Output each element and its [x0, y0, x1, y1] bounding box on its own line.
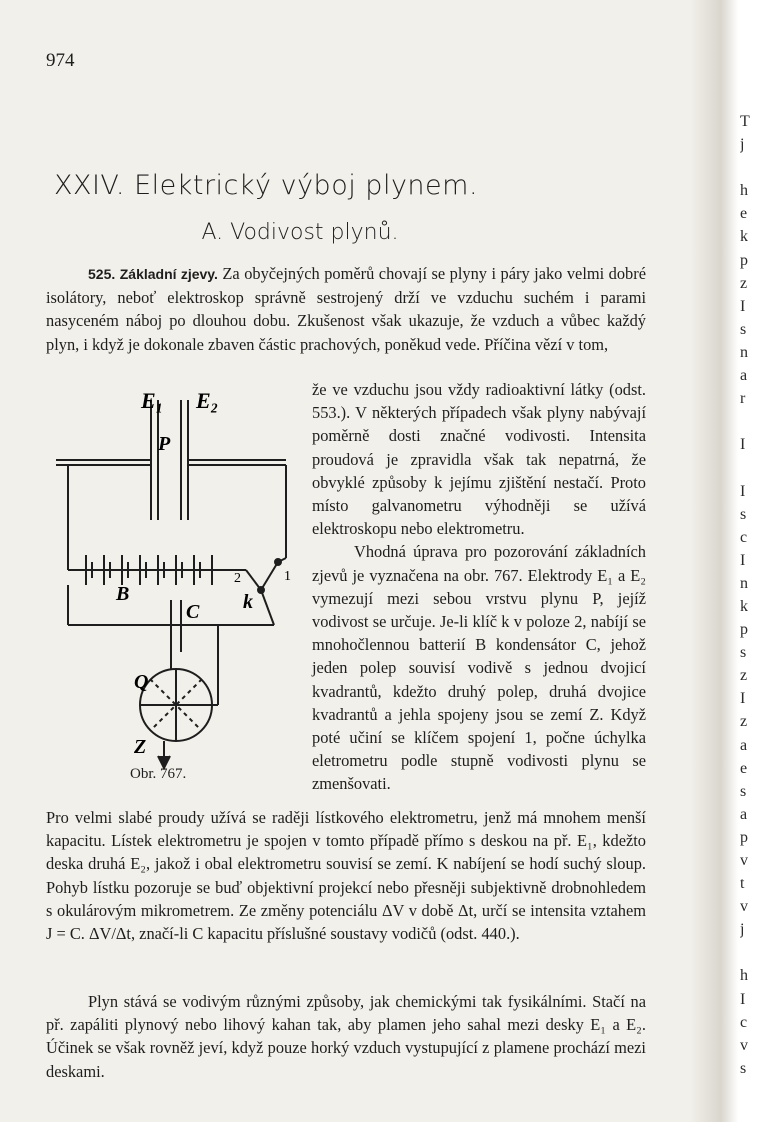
label-pos2: 2 — [234, 571, 241, 586]
label-q: Q — [134, 671, 149, 693]
battery-b — [86, 555, 212, 585]
label-pos1: 1 — [284, 569, 291, 584]
circuit-diagram — [46, 390, 298, 810]
edge-letter: k — [740, 228, 748, 246]
figure-767 — [46, 390, 298, 810]
edge-letter — [740, 456, 759, 479]
edge-letter: r — [740, 390, 746, 408]
article-heading: Základní zjevy. — [119, 266, 218, 282]
edge-letter: j — [740, 921, 745, 939]
edge-letter: n — [740, 343, 748, 361]
edge-letter: I — [740, 436, 746, 454]
edge-letter: T — [740, 113, 750, 130]
section-title: A. Vodivost plynů. — [201, 220, 399, 245]
edge-letter: c — [740, 1013, 748, 1031]
edge-letter: z — [740, 274, 748, 292]
wrap-paragraph-2: Vhodná úprava pro pozorování základních zjevů je vyznačena na obr. 767. Elektrody E₁ a E₂ vymezují mezi sebou vrstvu plynu P, jejíž vodivost se určuje. Je-li klíč k v poloze 2, nabíjí se mnohočlennou batterií B kondensátor C, jehož jeden polep souvisí vodivě s jednou dvojicí kvadrantů, kdežto druhý polep, druhá dvojice kvadrantů a jehla spojeny jsou se zemí Z. Když poté učiní se klíčem spojení 1, počne úchylka eletrometru podle stupně vodivosti plynu se zmenšovati. — [312, 542, 646, 794]
edge-letter: c — [740, 528, 748, 546]
edge-letter: I — [740, 690, 746, 708]
label-c: C — [186, 601, 200, 623]
edge-letter: I — [740, 297, 746, 315]
edge-letter: p — [740, 828, 748, 846]
edge-letter: I — [740, 990, 746, 1008]
edge-letter: t — [740, 875, 745, 893]
label-e2: E₂ — [196, 390, 219, 413]
label-b: B — [116, 583, 130, 605]
edge-letter: I — [740, 551, 746, 569]
label-k: k — [243, 591, 253, 613]
article-number: 525. — [88, 266, 116, 282]
edge-letter: v — [740, 898, 748, 916]
page-number: 974 — [46, 50, 75, 71]
label-e1: E₁ — [141, 390, 164, 413]
edge-letter: s — [740, 505, 747, 523]
edge-letter: e — [740, 205, 748, 223]
edge-letter: s — [740, 782, 747, 800]
edge-letter: j — [740, 136, 745, 154]
edge-letter: a — [740, 736, 748, 754]
edge-letter: s — [740, 644, 747, 662]
edge-letter: k — [740, 597, 748, 615]
switch-k — [246, 559, 281, 593]
edge-letter: h — [740, 967, 748, 985]
edge-letter: I — [740, 482, 746, 500]
edge-letter: p — [740, 621, 748, 639]
edge-letter: s — [740, 1059, 747, 1077]
facing-page-edge — [740, 110, 759, 1080]
edge-letter: h — [740, 182, 748, 200]
paragraph-after-figure: Pro velmi slabé proudy užívá se raději lístkového elektrometru, jenž má mnohem menší kapacitu. Lístek elektrometru je spojen v tomto případě přímo s deskou na př. E₁, kdežto deska druhá E₂, jakož i obal elektrometru souvisí se zemí. K nabíjení se hodí suchý sloup. Pohyb lístku pozoruje se buď objektivní projekcí nebo přesněji subjektivně drobnohledem s okulárovým mikrometrem. Ze změny potenciálu ΔV v době Δt, určí se intensita vztahem J = C. ΔV/Δt, značí-li C kapacitu příslušné soustavy vodičů (odst. 440.). — [46, 808, 646, 944]
edge-letter: z — [740, 667, 748, 685]
figure-wrap-text — [312, 378, 646, 796]
edge-letter: v — [740, 852, 748, 869]
edge-letter: v — [740, 1036, 748, 1054]
paragraph-last: Plyn stává se vodivým různými způsoby, jak chemickými tak fysikálními. Stačí na př. zapáliti plynový nebo lihový kahan tak, aby plamen jeho sahal mezi desky E₁ a E₂. Účinek se však rovněž jeví, když pouze horký vzduch vystupující z plamene prochází mezi deskami. — [46, 992, 646, 1081]
edge-letter: s — [740, 320, 747, 338]
chapter-title: XXIV. Elektrický výboj plynem. — [53, 170, 479, 201]
edge-letter: e — [740, 759, 748, 777]
label-p: P — [158, 433, 171, 455]
edge-letter: n — [740, 574, 748, 592]
article-intro — [46, 262, 646, 356]
edge-letter: a — [740, 367, 748, 385]
edge-letter — [740, 941, 759, 964]
article-intro-text: Za obyčejných poměrů chovají se plyny i páry jako velmi dobré isolátory, neboť elektroskop správně sestrojený drží ve vzduchu suchém i parami nasyceném náboj po dlouhou dobu. Zkušenost však ukazuje, že vzduch a vůbec každý plyn, i když je dokonale zbaven částic prachových, poněkud vede. Příčina vězí v tom, — [46, 264, 646, 354]
electrometer-q — [140, 669, 212, 741]
edge-letter: p — [740, 251, 748, 269]
wrap-paragraph-1: že ve vzduchu jsou vždy radioaktivní látky (odst. 553.). V některých případech však plyny nabývají poměrně dosti značné vodivosti. Intensita proudová je zpravidla však tak nepatrná, že obvyklé způsoby k jejímu zjištění nestačí. Proto místo galvanometru výhodněji se užívá elektroskopu nebo elektrometru. — [312, 380, 646, 539]
edge-letter — [740, 156, 759, 179]
edge-letter: z — [740, 713, 748, 731]
label-z: Z — [134, 736, 147, 758]
figure-caption: Obr. 767. — [130, 766, 187, 782]
edge-letter: a — [740, 805, 748, 823]
edge-letter — [740, 410, 759, 433]
